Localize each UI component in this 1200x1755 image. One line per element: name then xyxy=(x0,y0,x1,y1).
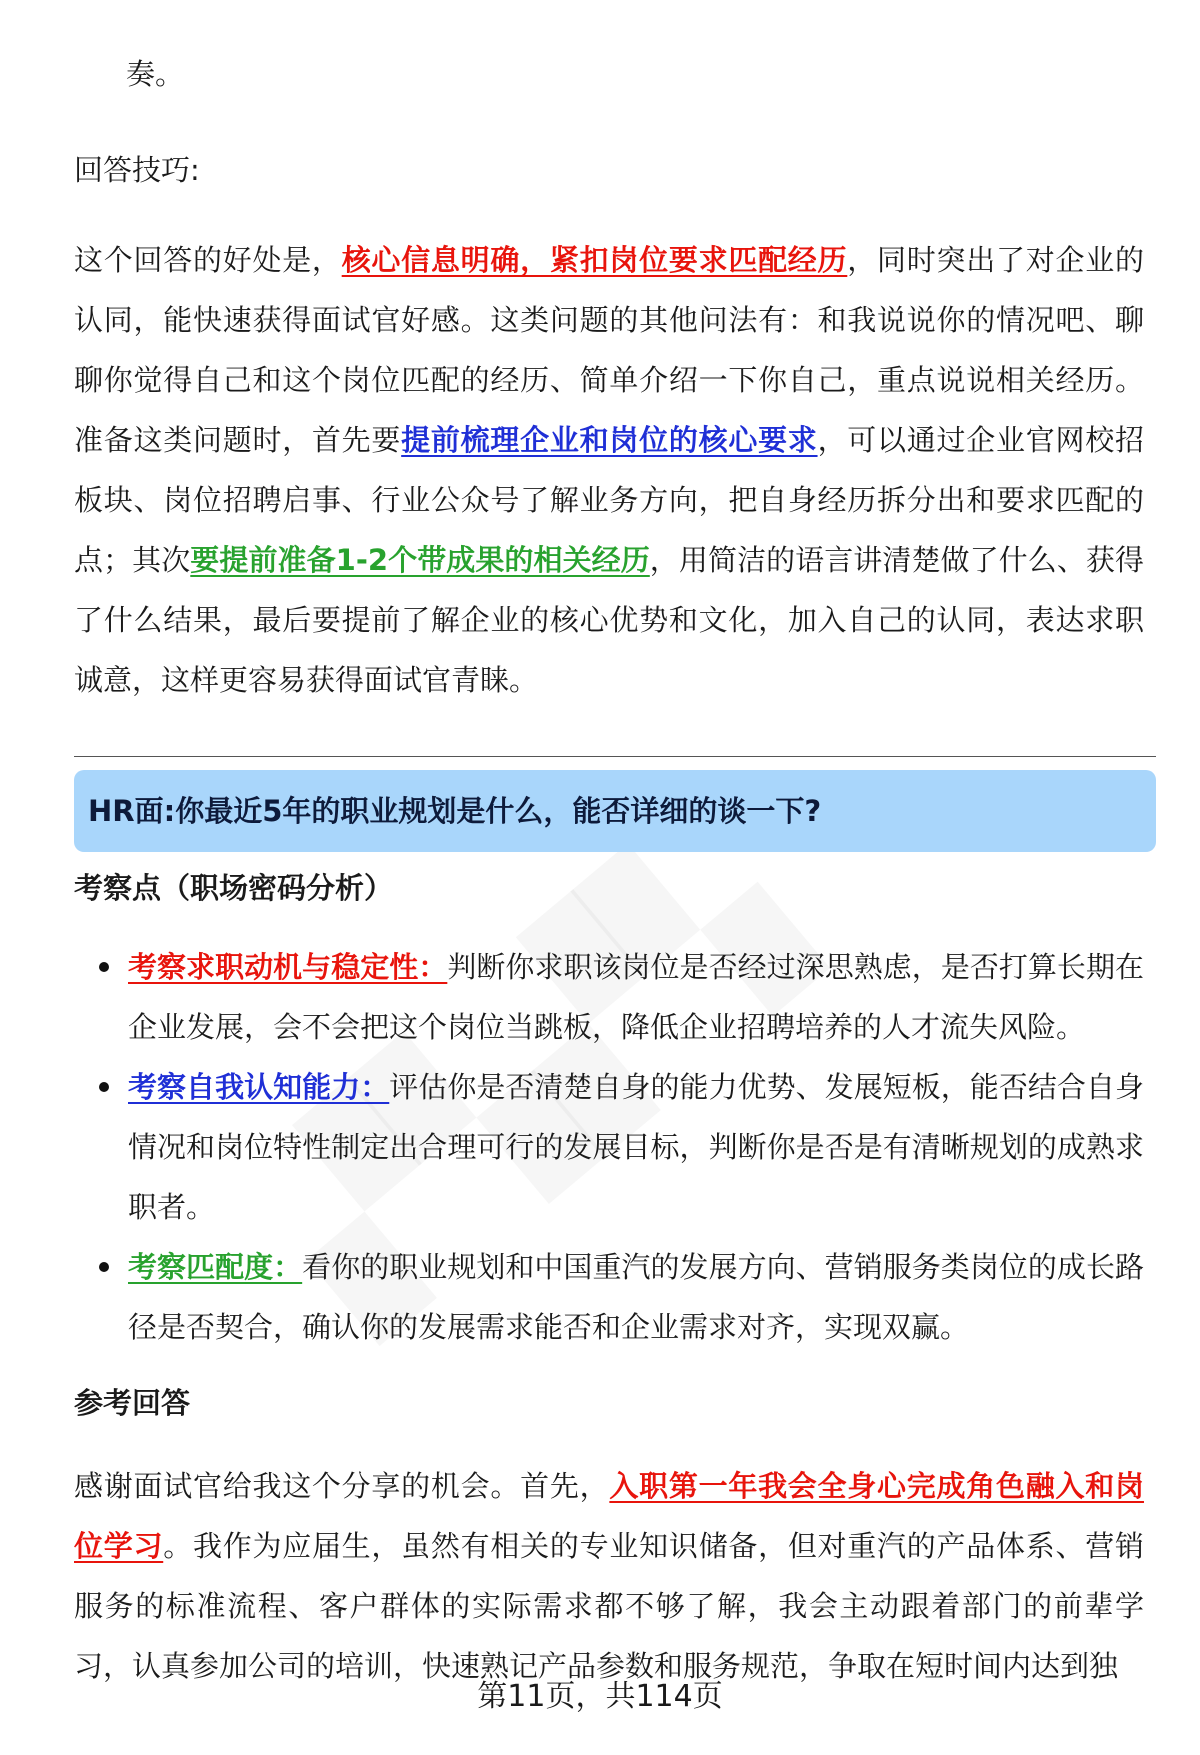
highlight-first-year: 入职第一年我会全身心完成角色融入和岗位学习 xyxy=(74,1469,1144,1563)
text-segment: 这个回答的好处是， xyxy=(74,243,342,277)
tips-label: 回答技巧: xyxy=(74,153,200,187)
bullet-dot xyxy=(99,1262,109,1272)
text-segment: 。我作为应届生，虽然有相关的专业知识储备，但对重汽的产品体系、营销服务的标准流程、客户群体的实际需求都不够了解，我会主动跟着部门的前辈学习，认真参加公司的培训，快速熟记产品参数和服务规范，争取在短时间内达到独 xyxy=(74,1529,1144,1683)
analysis-text: 评估你是否清楚自身的能力优势、发展短板，能否结合自身情况和岗位特性制定出合理可行的发展目标，判断你是否是有清晰规划的成熟求职者。 xyxy=(128,1070,1144,1224)
paragraph-continuation: 奏。 xyxy=(126,57,185,91)
page-number: 第11页，共114页 xyxy=(477,1679,723,1714)
analysis-label: 考察自我认知能力： xyxy=(128,1070,390,1104)
highlight-requirements: 提前梳理企业和岗位的核心要求 xyxy=(401,423,818,457)
question-box xyxy=(74,770,1156,852)
analysis-text: 判断你求职该岗位是否经过深思熟虑，是否打算长期在企业发展，会不会把这个岗位当跳板，降低企业招聘培养的人才流失风险。 xyxy=(128,950,1144,1044)
section-divider xyxy=(74,756,1156,757)
answer-paragraph xyxy=(74,1456,1144,1696)
text-segment: ，同时突出了对企业的认同，能快速获得面试官好感。这类问题的其他问法有：和我说说你的情况吧、聊聊你觉得自己和这个岗位匹配的经历、简单介绍一下你自己，重点说说相关经历。准备这类问题时，首先要 xyxy=(74,243,1144,457)
tips-paragraph xyxy=(74,230,1144,710)
bullet-dot xyxy=(99,1082,109,1092)
analysis-item xyxy=(128,937,1144,1057)
analysis-text: 看你的职业规划和中国重汽的发展方向、营销服务类岗位的成长路径是否契合，确认你的发展需求能否和企业需求对齐，实现双赢。 xyxy=(128,1250,1144,1344)
highlight-core-info: 核心信息明确，紧扣岗位要求匹配经历 xyxy=(341,243,848,277)
answer-heading: 参考回答 xyxy=(74,1386,191,1420)
analysis-item xyxy=(128,1237,1144,1357)
text-segment: ，用简洁的语言讲清楚做了什么、获得了什么结果，最后要提前了解企业的核心优势和文化，加入自己的认同，表达求职诚意，这样更容易获得面试官青睐。 xyxy=(74,543,1144,697)
analysis-heading: 考察点（职场密码分析） xyxy=(74,871,394,905)
analysis-item xyxy=(128,1057,1144,1237)
analysis-label: 考察求职动机与稳定性： xyxy=(128,950,448,984)
text-segment: ，可以通过企业官网校招板块、岗位招聘启事、行业公众号了解业务方向，把自身经历拆分出和要求匹配的点；其次 xyxy=(74,423,1144,577)
text-segment: 感谢面试官给我这个分享的机会。首先， xyxy=(74,1469,610,1503)
analysis-label: 考察匹配度： xyxy=(128,1250,303,1284)
highlight-experience: 要提前准备1-2个带成果的相关经历 xyxy=(190,543,650,577)
bullet-dot xyxy=(99,962,109,972)
question-title: HR面:你最近5年的职业规划是什么，能否详细的谈一下? xyxy=(88,794,822,828)
